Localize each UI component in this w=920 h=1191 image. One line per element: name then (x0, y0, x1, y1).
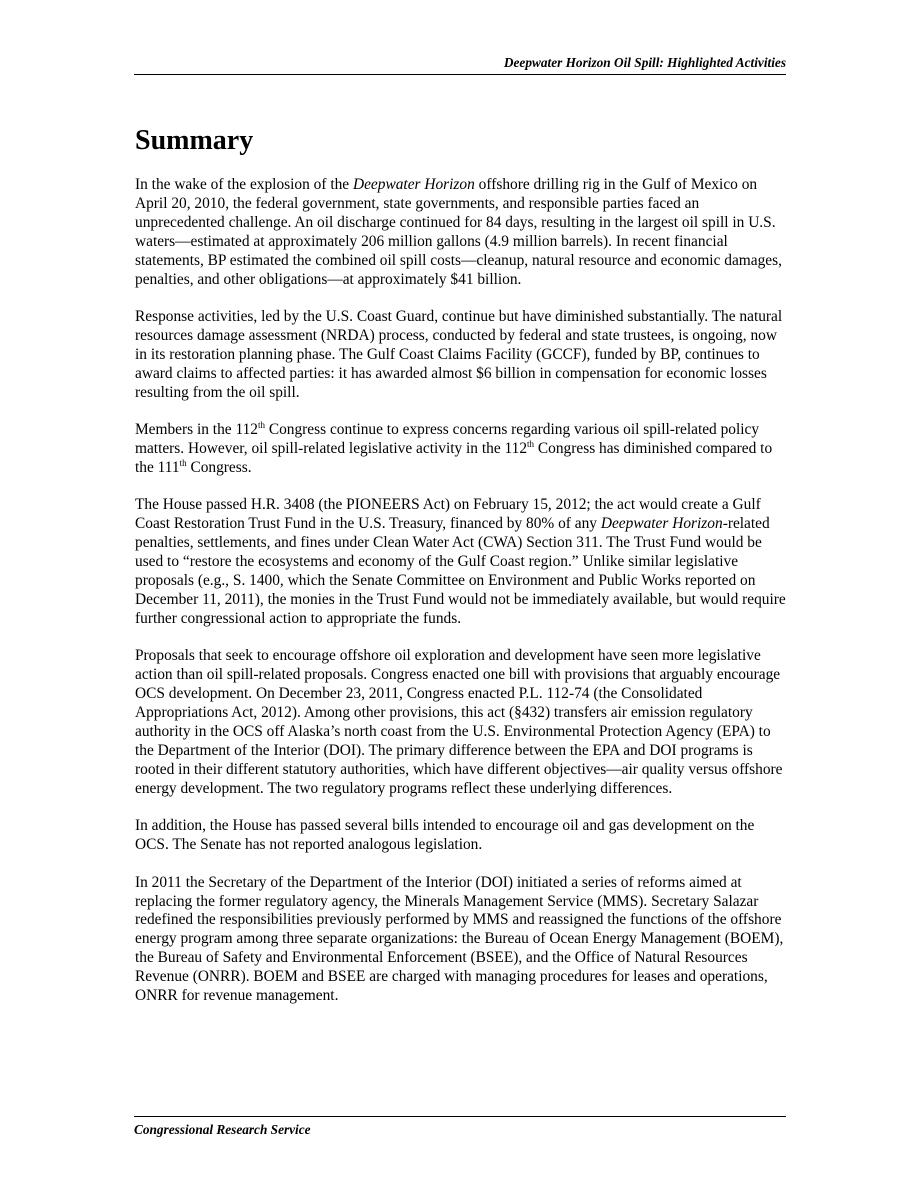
paragraph-4-text-a: The House passed H.R. 3408 (the PIONEERS Act) on February 15, 2012; the act would create a Gulf Coast Restoration Trust Fund in the U.S. Treasury, financed by 80% of any (135, 496, 761, 533)
running-footer: Congressional Research Service (134, 1116, 786, 1139)
paragraph-3-text-a: Members in the 112 (135, 421, 258, 439)
ordinal-suffix: th (527, 438, 535, 449)
paragraph-1-text-c: offshore drilling rig in the Gulf of Mexico on April 20, 2010, the federal government, state governments, and responsible parties faced an unprecedented challenge. An oil discharge continued for 84 days, resulting in the largest oil spill in U.S. waters—estimated at approximately 206 million gallons (4.9 million barrels). In recent financial statements, BP estimated the combined oil spill costs—cleanup, natural resource and economic damages, penalties, and other obligations—at approximately $41 billion. (135, 176, 782, 288)
ordinal-suffix: th (179, 457, 187, 468)
paragraph-7: In 2011 the Secretary of the Department of the Interior (DOI) initiated a series of reforms aimed at replacing the former regulatory agency, the Minerals Management Service (MMS). Secretary Salazar redefined the responsibilities previously performed by MMS and reassigned the functions of the offshore energy program among three separate organizations: the Bureau of Ocean Energy Management (BOEM), the Bureau of Safety and Environmental Enforcement (BSEE), and the Office of Natural Resources Revenue (ONRR). BOEM and BSEE are charged with managing procedures for leases and operations, ONRR for revenue management. (135, 873, 784, 1005)
paragraph-4-rig-name: Deepwater Horizon (600, 515, 723, 533)
running-header: Deepwater Horizon Oil Spill: Highlighted Activities (134, 54, 786, 75)
paragraph-4 (135, 496, 787, 628)
paragraph-6: In addition, the House has passed several bills intended to encourage oil and gas development on the OCS. The Senate has not reported analogous legislation. (135, 817, 755, 854)
summary-body (135, 176, 787, 1025)
ordinal-suffix: th (257, 420, 265, 431)
page-title: Summary (135, 125, 254, 156)
paragraph-3-text-c: Congress continue to express concerns regarding various oil spill-related policy matters. However, oil spill-related legislative activity in the 112 (135, 421, 760, 458)
paragraph-1-rig-name: Deepwater Horizon (352, 176, 475, 193)
paragraph-5: Proposals that seek to encourage offshore oil exploration and development have seen more legislative action than oil spill-related proposals. Congress enacted one bill with provisions that arguably encourage OCS development. On December 23, 2011, Congress enacted P.L. 112-74 (the Consolidated Appropriations Act, 2012). Among other provisions, this act (§432) transfers air emission regulatory authority in the OCS off Alaska’s north coast from the U.S. Environmental Protection Agency (EPA) to the Department of the Interior (DOI). The primary difference between the EPA and DOI programs is rooted in their different statutory authorities, which have different objectives—air quality versus offshore energy development. The two regulatory programs reflect these underlying differences. (135, 647, 783, 797)
paragraph-1-text-a: In the wake of the explosion of the (135, 176, 353, 193)
paragraph-1 (135, 176, 787, 289)
paragraph-3 (135, 421, 787, 478)
paragraph-3-text-e: Congress has diminished compared to the 111 (135, 440, 773, 476)
paragraph-3-text-g: Congress. (186, 458, 252, 476)
paragraph-2: Response activities, led by the U.S. Coast Guard, continue but have diminished substantially. The natural resources damage assessment (NRDA) process, conducted by federal and state trustees, is ongoing, now in its restoration planning phase. The Gulf Coast Claims Facility (GCCF), funded by BP, continues to award claims to affected parties: it has awarded almost $6 billion in compensation for economic losses resulting from the oil spill. (135, 308, 783, 401)
paragraph-4-text-c: -related penalties, settlements, and fines under Clean Water Act (CWA) Section 311. The Trust Fund would be used to “restore the ecosystems and economy of the Gulf Coast region.” Unlike similar legislative proposals (e.g., S. 1400, which the Senate Committee on Environment and Public Works reported on December 11, 2011), the monies in the Trust Fund would not be immediately available, but would require further congressional action to appropriate the funds. (135, 515, 786, 627)
